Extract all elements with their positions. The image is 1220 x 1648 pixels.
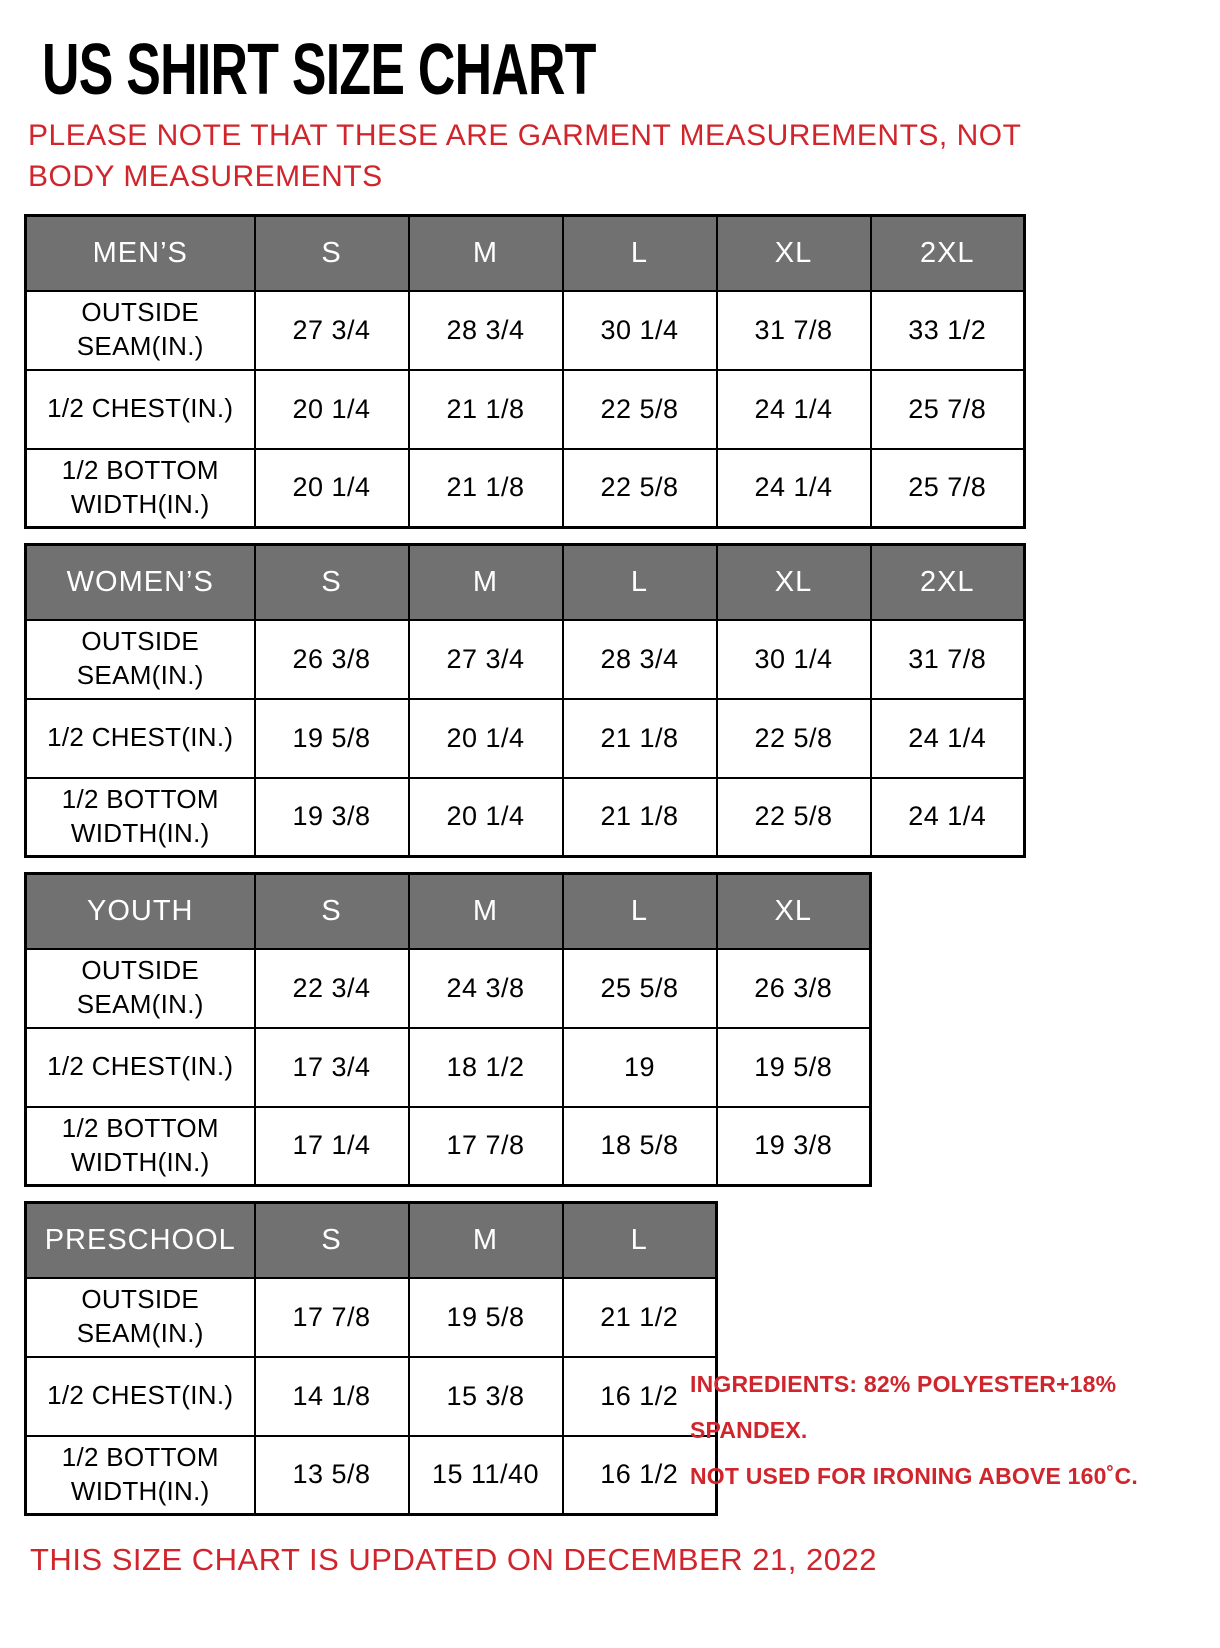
row-label: 1/2 BOTTOM WIDTH(IN.) <box>26 1107 255 1186</box>
size-column-header: S <box>255 216 409 291</box>
measurement-value: 24 1/4 <box>717 449 871 528</box>
table-row <box>26 620 1025 699</box>
table-row <box>26 1028 871 1107</box>
measurement-value: 21 1/8 <box>563 778 717 857</box>
size-column-header: XL <box>717 874 871 949</box>
measurement-value: 28 3/4 <box>409 291 563 370</box>
measurement-value: 24 1/4 <box>871 699 1025 778</box>
ingredients-note <box>690 1361 1220 1499</box>
measurement-value: 24 3/8 <box>409 949 563 1028</box>
table-row <box>26 949 871 1028</box>
page-title: US SHIRT SIZE CHART <box>42 30 596 110</box>
measurement-value: 17 7/8 <box>255 1278 409 1357</box>
row-label: 1/2 BOTTOM WIDTH(IN.) <box>26 1436 255 1515</box>
measurement-value: 17 3/4 <box>255 1028 409 1107</box>
table-header-row <box>26 216 1025 291</box>
updated-date-note: THIS SIZE CHART IS UPDATED ON DECEMBER 21, 2022 <box>30 1542 877 1577</box>
measurement-value: 19 5/8 <box>409 1278 563 1357</box>
row-label: OUTSIDE SEAM(IN.) <box>26 620 255 699</box>
measurement-value: 20 1/4 <box>409 778 563 857</box>
size-column-header: S <box>255 545 409 620</box>
table-section-header: YOUTH <box>26 874 255 949</box>
garment-measurements-note: PLEASE NOTE THAT THESE ARE GARMENT MEASUREMENTS, NOT BODY MEASUREMENTS <box>28 119 1021 193</box>
measurement-value: 26 3/8 <box>255 620 409 699</box>
measurement-value: 16 1/2 <box>563 1436 717 1515</box>
preschool-section <box>24 1201 1220 1516</box>
table-header-row <box>26 545 1025 620</box>
measurement-value: 19 3/8 <box>717 1107 871 1186</box>
table-row <box>26 291 1025 370</box>
measurement-value: 25 5/8 <box>563 949 717 1028</box>
measurement-value: 22 3/4 <box>255 949 409 1028</box>
size-table-youth <box>24 872 872 1187</box>
row-label: 1/2 CHEST(IN.) <box>26 699 255 778</box>
row-label: 1/2 BOTTOM WIDTH(IN.) <box>26 778 255 857</box>
size-column-header: L <box>563 216 717 291</box>
measurement-value: 13 5/8 <box>255 1436 409 1515</box>
measurement-value: 22 5/8 <box>563 449 717 528</box>
size-column-header: M <box>409 545 563 620</box>
measurement-value: 21 1/8 <box>409 449 563 528</box>
size-table-womens <box>24 543 1026 858</box>
table-row <box>26 1278 717 1357</box>
table-row <box>26 1107 871 1186</box>
size-column-header: L <box>563 1203 717 1278</box>
row-label: 1/2 CHEST(IN.) <box>26 1028 255 1107</box>
measurement-value: 20 1/4 <box>255 370 409 449</box>
size-column-header: 2XL <box>871 545 1025 620</box>
measurement-value: 25 7/8 <box>871 449 1025 528</box>
measurement-value: 30 1/4 <box>717 620 871 699</box>
size-column-header: L <box>563 874 717 949</box>
measurement-value: 19 <box>563 1028 717 1107</box>
size-column-header: M <box>409 874 563 949</box>
measurement-value: 27 3/4 <box>409 620 563 699</box>
measurement-value: 25 7/8 <box>871 370 1025 449</box>
table-section-header: WOMEN’S <box>26 545 255 620</box>
table-row <box>26 370 1025 449</box>
size-column-header: M <box>409 216 563 291</box>
measurement-value: 18 1/2 <box>409 1028 563 1107</box>
measurement-value: 20 1/4 <box>255 449 409 528</box>
row-label: OUTSIDE SEAM(IN.) <box>26 291 255 370</box>
measurement-value: 20 1/4 <box>409 699 563 778</box>
measurement-value: 17 7/8 <box>409 1107 563 1186</box>
row-label: OUTSIDE SEAM(IN.) <box>26 1278 255 1357</box>
measurement-value: 22 5/8 <box>717 699 871 778</box>
size-column-header: L <box>563 545 717 620</box>
row-label: OUTSIDE SEAM(IN.) <box>26 949 255 1028</box>
size-column-header: M <box>409 1203 563 1278</box>
table-section-header: PRESCHOOL <box>26 1203 255 1278</box>
size-column-header: XL <box>717 216 871 291</box>
measurement-value: 19 5/8 <box>717 1028 871 1107</box>
row-label: 1/2 BOTTOM WIDTH(IN.) <box>26 449 255 528</box>
table-header-row <box>26 874 871 949</box>
size-column-header: 2XL <box>871 216 1025 291</box>
measurement-value: 14 1/8 <box>255 1357 409 1436</box>
measurement-value: 33 1/2 <box>871 291 1025 370</box>
ingredients-line1: INGREDIENTS: 82% POLYESTER+18% SPANDEX. <box>690 1371 1117 1443</box>
measurement-value: 24 1/4 <box>717 370 871 449</box>
size-column-header: S <box>255 1203 409 1278</box>
size-column-header: S <box>255 874 409 949</box>
table-header-row <box>26 1203 717 1278</box>
measurement-value: 17 1/4 <box>255 1107 409 1186</box>
size-table-mens <box>24 214 1026 529</box>
measurement-value: 15 11/40 <box>409 1436 563 1515</box>
table-row <box>26 699 1025 778</box>
table-row <box>26 1436 717 1515</box>
measurement-value: 16 1/2 <box>563 1357 717 1436</box>
measurement-value: 21 1/8 <box>409 370 563 449</box>
measurement-value: 19 5/8 <box>255 699 409 778</box>
measurement-value: 30 1/4 <box>563 291 717 370</box>
measurement-value: 31 7/8 <box>717 291 871 370</box>
table-row <box>26 1357 717 1436</box>
size-column-header: XL <box>717 545 871 620</box>
measurement-value: 28 3/4 <box>563 620 717 699</box>
measurement-value: 21 1/2 <box>563 1278 717 1357</box>
measurement-value: 27 3/4 <box>255 291 409 370</box>
measurement-value: 26 3/8 <box>717 949 871 1028</box>
ingredients-line2: NOT USED FOR IRONING ABOVE 160˚C. <box>690 1463 1138 1489</box>
measurement-value: 31 7/8 <box>871 620 1025 699</box>
table-row <box>26 778 1025 857</box>
row-label: 1/2 CHEST(IN.) <box>26 1357 255 1436</box>
measurement-value: 18 5/8 <box>563 1107 717 1186</box>
measurement-value: 22 5/8 <box>563 370 717 449</box>
measurement-value: 19 3/8 <box>255 778 409 857</box>
measurement-value: 24 1/4 <box>871 778 1025 857</box>
measurement-value: 21 1/8 <box>563 699 717 778</box>
table-row <box>26 449 1025 528</box>
row-label: 1/2 CHEST(IN.) <box>26 370 255 449</box>
measurement-value: 22 5/8 <box>717 778 871 857</box>
measurement-value: 15 3/8 <box>409 1357 563 1436</box>
size-table-preschool <box>24 1201 718 1516</box>
table-section-header: MEN’S <box>26 216 255 291</box>
